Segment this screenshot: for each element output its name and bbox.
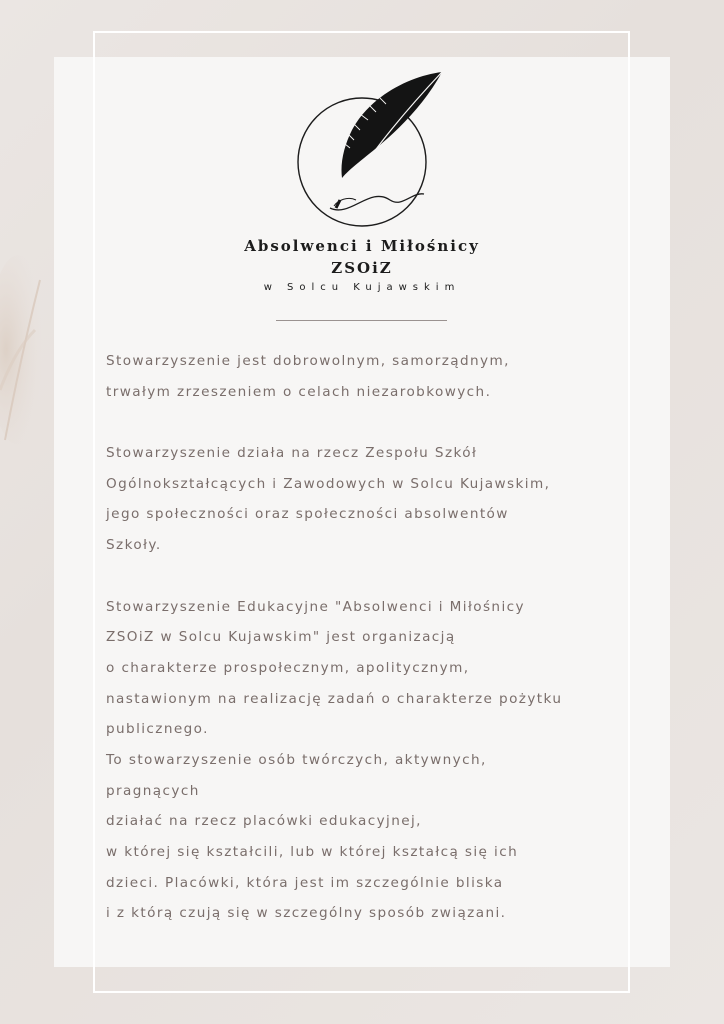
body-line: i z którą czują się w szczególny sposób związani. [106,905,507,922]
quill-logo-icon [290,68,450,233]
body-line: Szkoły. [106,537,162,554]
body-line: pragnących [106,782,200,799]
body-line [106,561,646,592]
divider-line [276,320,447,321]
body-line: ZSOiZ w Solcu Kujawskim" jest organizacją [106,629,456,646]
title-line-2: ZSOiZ [331,259,393,277]
body-line: Ogólnokształcących i Zawodowych w Solcu Kujawskim, [106,475,551,492]
body-line [106,407,646,438]
body-line: To stowarzyszenie osób twórczych, aktywnych, [106,751,487,768]
body-line: Stowarzyszenie jest dobrowolnym, samorządnym, [106,353,510,369]
body-line: publicznego. [106,721,209,738]
body-line: dzieci. Placówki, która jest im szczególnie bliska [106,874,504,891]
body-line: trwałym zrzeszeniem o celach niezarobkowych. [106,383,492,400]
body-line: nastawionym na realizację zadań o charakterze pożytku [106,690,563,707]
body-line: Stowarzyszenie działa na rzecz Zespołu Szkół [106,445,478,462]
body-line: Stowarzyszenie Edukacyjne "Absolwenci i Miłośnicy [106,598,525,615]
title-line-1: Absolwenci i Miłośnicy [244,237,480,255]
body-line: jego społeczności oraz społeczności absolwentów [106,506,509,523]
subtitle: w Solcu Kujawskim [263,282,461,293]
body-text [106,346,646,929]
body-line: w której się kształcili, lub w której kształcą się ich [106,844,519,860]
body-line: działać na rzecz placówki edukacyjnej, [106,813,422,830]
body-line: o charakterze prospołecznym, apolitycznym, [106,659,470,676]
